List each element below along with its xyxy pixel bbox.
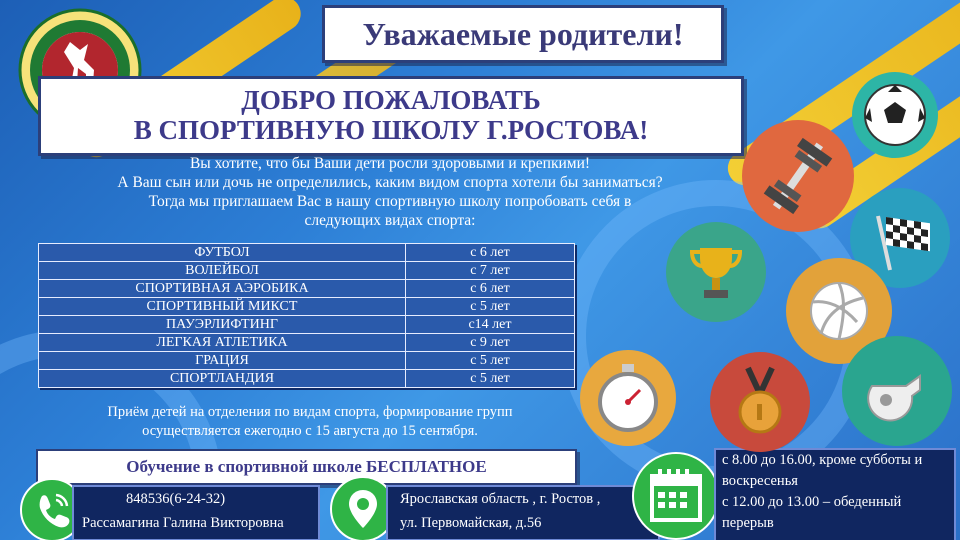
calendar-badge [632, 452, 720, 540]
barbell-badge [742, 120, 854, 232]
sport-age: с 6 лет [406, 244, 575, 262]
sport-name: СПОРТИВНАЯ АЭРОБИКА [39, 280, 406, 298]
soccer-badge [852, 72, 938, 158]
location-pin-icon [332, 478, 394, 540]
intro-text [40, 154, 740, 230]
calendar-icon [634, 454, 718, 538]
table-row [39, 280, 575, 298]
sport-name: ЛЕГКАЯ АТЛЕТИКА [39, 334, 406, 352]
page-title: Уважаемые родители! [362, 16, 684, 52]
table-row [39, 298, 575, 316]
sport-age: с 5 лет [406, 352, 575, 370]
welcome-panel [38, 76, 744, 156]
table-row [39, 334, 575, 352]
table-row [39, 352, 575, 370]
sport-age: с 5 лет [406, 370, 575, 388]
stopwatch-badge [580, 350, 676, 446]
enroll-line2: осуществляется ежегодно с 15 августа до 15 сентября. [142, 423, 478, 439]
intro-line1: Вы хотите, что бы Ваши дети росли здоровыми и крепкими! [189, 155, 591, 172]
sport-name: ФУТБОЛ [39, 244, 406, 262]
whistle-badge [842, 336, 952, 446]
title-panel [322, 5, 724, 63]
contact-box [72, 485, 320, 540]
address-line2: ул. Первомайская, д.56 [400, 515, 542, 531]
free-note: Обучение в спортивной школе БЕСПЛАТНОЕ [126, 457, 487, 476]
intro-line3: Тогда мы приглашаем Вас в нашу спортивную школу попробовать себя в [148, 193, 632, 210]
sport-name: ГРАЦИЯ [39, 352, 406, 370]
table-row [39, 244, 575, 262]
contact-phone: 848536(6-24-32) [126, 491, 226, 507]
hours-line1: с 8.00 до 16.00, кроме субботы и [722, 452, 923, 468]
stopwatch-icon [580, 350, 676, 446]
whistle-icon [842, 336, 952, 446]
enrollment-note [40, 403, 580, 441]
hours-line2: воскресенья [722, 473, 798, 489]
table-row [39, 370, 575, 388]
sport-age: с 5 лет [406, 298, 575, 316]
trophy-icon [666, 222, 766, 322]
contact-person: Рассамагина Галина Викторовна [82, 515, 284, 531]
enroll-line1: Приём детей на отделения по видам спорта, формирование групп [107, 404, 513, 420]
table-row [39, 316, 575, 334]
free-note-panel [36, 449, 577, 485]
medal-badge [710, 352, 810, 452]
barbell-icon [742, 120, 854, 232]
table-row [39, 262, 575, 280]
sport-age: с 9 лет [406, 334, 575, 352]
hours-box [714, 448, 956, 540]
intro-line2: А Ваш сын или дочь не определились, каким видом спорта хотели бы заниматься? [117, 174, 663, 191]
welcome-line1: ДОБРО ПОЖАЛОВАТЬ [241, 85, 541, 115]
sport-name: СПОРТИВНЫЙ МИКСТ [39, 298, 406, 316]
soccer-ball-icon [852, 72, 938, 158]
hours-line3: с 12.00 до 13.00 – обеденный [722, 494, 902, 510]
sport-name: ВОЛЕЙБОЛ [39, 262, 406, 280]
welcome-line2: В СПОРТИВНУЮ ШКОЛУ Г.РОСТОВА! [133, 115, 649, 145]
sport-name: СПОРТЛАНДИЯ [39, 370, 406, 388]
address-box [386, 485, 660, 540]
sport-age: с 6 лет [406, 280, 575, 298]
sport-age: с 7 лет [406, 262, 575, 280]
sport-name: ПАУЭРЛИФТИНГ [39, 316, 406, 334]
address-line1: Ярославская область , г. Ростов , [400, 491, 601, 507]
sports-table [38, 243, 575, 388]
trophy-badge [666, 222, 766, 322]
medal-icon [710, 352, 810, 452]
intro-line4: следующих видах спорта: [304, 212, 476, 229]
hours-line4: перерыв [722, 515, 774, 531]
sport-age: с14 лет [406, 316, 575, 334]
